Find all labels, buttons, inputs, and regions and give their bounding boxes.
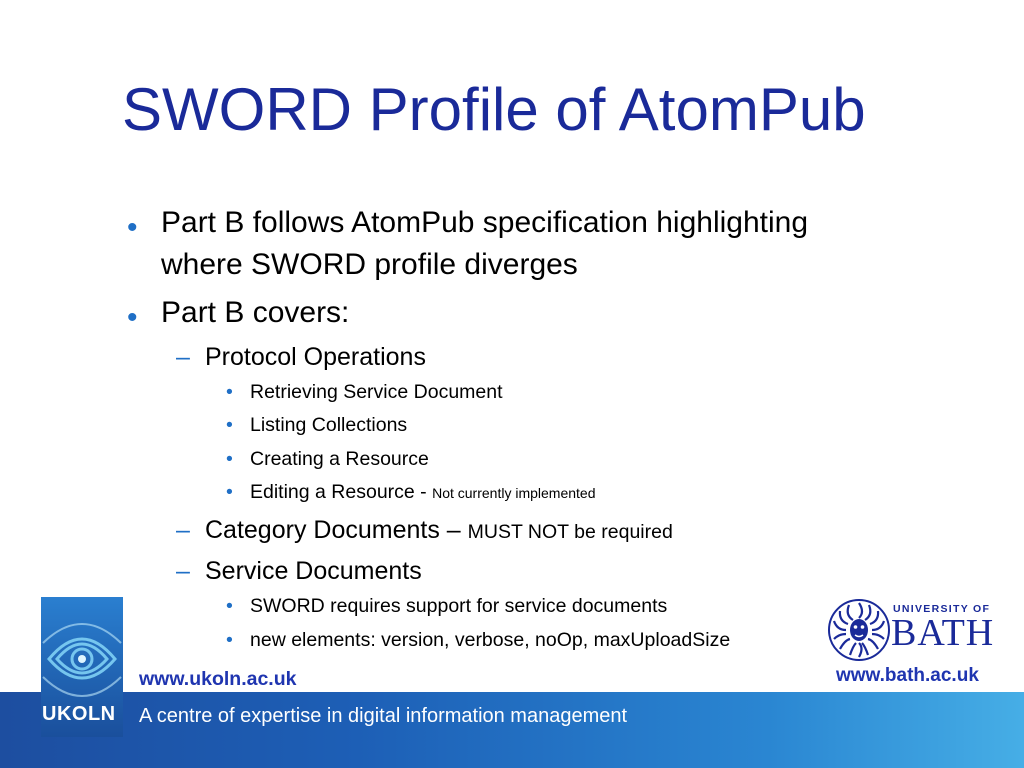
sub-bullet-text [205,518,673,543]
bullet-text: Part B covers: [161,296,350,329]
bullet-dot-icon: • [127,301,138,334]
item-text: Editing a Resource - [250,481,433,503]
sub-bullet-text: Protocol Operations [205,343,426,371]
footer-band [0,692,1024,768]
ukoln-wordmark: UKOLN [42,703,116,725]
bullet-dot-icon: • [226,448,233,470]
sub-sub-bullet-text [250,483,596,503]
bullet-dot-icon: • [226,629,233,651]
footer-tagline: A centre of expertise in digital information management [139,705,628,727]
bath-logo-university-of: UNIVERSITY OF [893,603,991,615]
bullet-dot-icon: • [226,595,233,617]
item-text: Category Documents – [205,516,468,544]
sub-sub-bullet-text: SWORD requires support for service documents [250,595,668,617]
bullet-dot-icon: • [226,414,233,436]
bullet-dash-icon: – [176,557,190,585]
bullet-dash-icon: – [176,343,190,371]
sub-sub-bullet-text: Retrieving Service Document [250,381,503,403]
bullet-text: Part B follows AtomPub specification highlighting [161,206,809,239]
slide-title: SWORD Profile of AtomPub [122,76,866,143]
item-note: MUST NOT be required [467,521,673,543]
bullet-dot-icon: • [226,481,233,503]
bullet-dot-icon: • [127,211,138,244]
bath-logo-name: BATH [891,612,995,654]
sub-sub-bullet-text: new elements: version, verbose, noOp, maxUploadSize [250,629,731,651]
bath-website-link[interactable]: www.bath.ac.uk [836,665,979,686]
item-note: Not currently implemented [432,485,596,501]
sub-bullet-text: Service Documents [205,557,422,585]
sub-sub-bullet-text: Creating a Resource [250,448,429,470]
bullet-text-continued: where SWORD profile diverges [161,248,578,281]
ukoln-website-link[interactable]: www.ukoln.ac.uk [139,668,297,690]
bullet-dot-icon: • [226,381,233,403]
sub-sub-bullet-text: Listing Collections [250,414,408,436]
bullet-dash-icon: – [176,516,190,544]
